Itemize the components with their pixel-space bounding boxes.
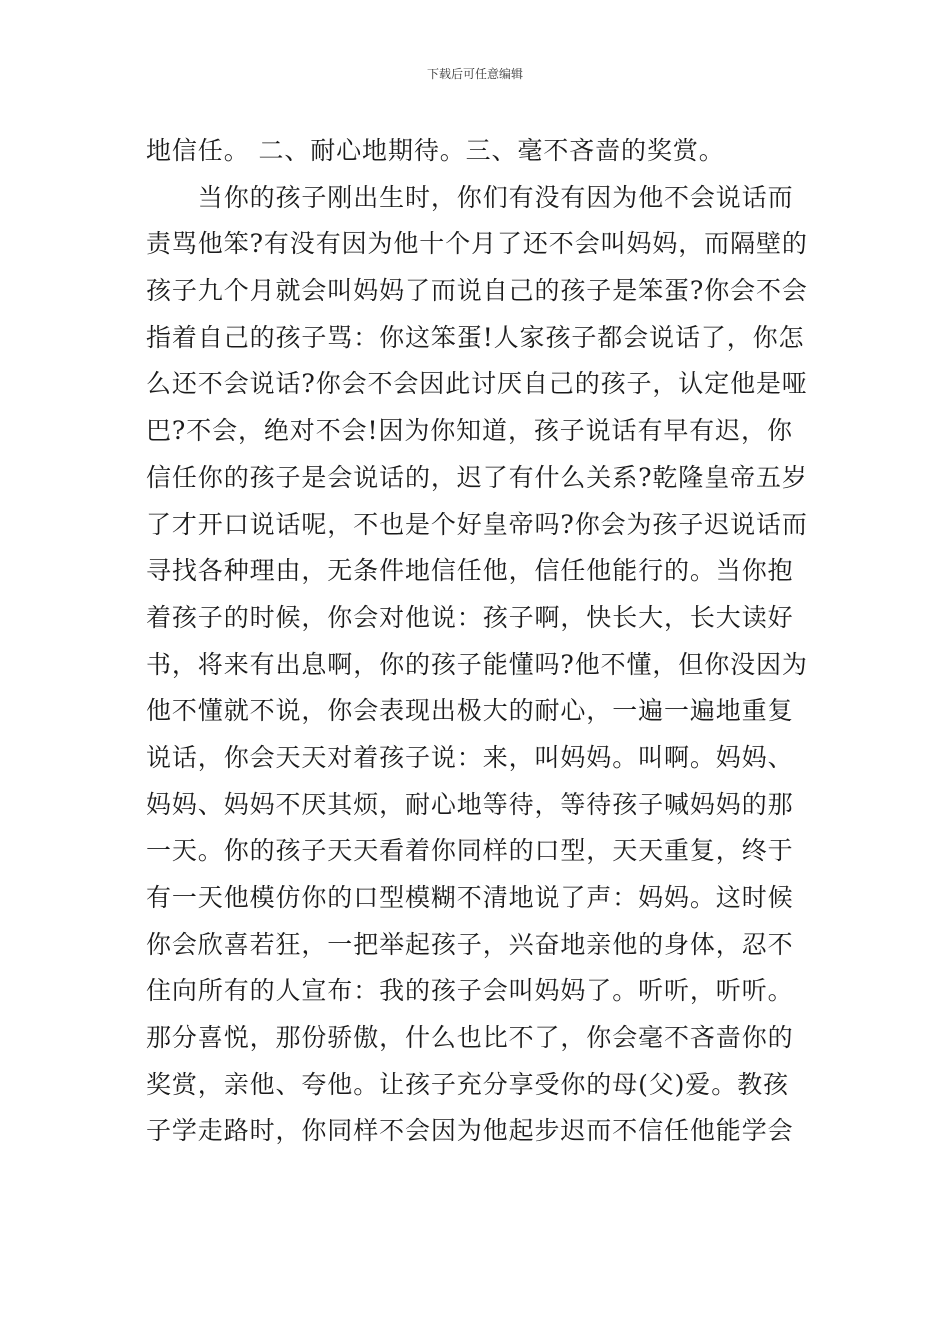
text-line: 巴?不会，绝对不会!因为你知道，孩子说话有早有迟，你 (146, 416, 793, 446)
text-line: 地信任。 二、耐心地期待。三、毫不吝啬的奖赏。 (146, 136, 725, 165)
text-line: 住向所有的人宣布：我的孩子会叫妈妈了。听听，听听。 (146, 976, 794, 1006)
text-line: 着孩子的时候，你会对他说：孩子啊，快长大，长大读好 (146, 602, 794, 632)
text-line: 他不懂就不说，你会表现出极大的耐心，一遍一遍地重复 (146, 696, 794, 726)
text-line: 指着自己的孩子骂：你这笨蛋!人家孩子都会说话了，你怎 (146, 322, 805, 352)
text-line: 当你的孩子刚出生时，你们有没有因为他不会说话而 (146, 182, 794, 212)
text-line: 了才开口说话呢，不也是个好皇帝吗?你会为孩子迟说话而 (146, 509, 808, 539)
text-line: 奖赏，亲他、夸他。让孩子充分享受你的母(父)爱。教孩 (146, 1069, 789, 1099)
text-line: 妈妈、妈妈不厌其烦，耐心地等待，等待孩子喊妈妈的那 (146, 789, 794, 819)
document-body (146, 128, 806, 1155)
text-line: 寻找各种理由，无条件地信任他，信任他能行的。当你抱 (146, 556, 794, 586)
text-line: 子学走路时，你同样不会因为他起步迟而不信任他能学会 (146, 1116, 794, 1146)
text-line: 孩子九个月就会叫妈妈了而说自己的孩子是笨蛋?你会不会 (146, 276, 808, 306)
text-line: 那分喜悦，那份骄傲，什么也比不了，你会毫不吝啬你的 (146, 1023, 794, 1053)
text-line: 一天。你的孩子天天看着你同样的口型，天天重复，终于 (146, 836, 794, 866)
text-line: 责骂他笨?有没有因为他十个月了还不会叫妈妈，而隔壁的 (146, 229, 808, 259)
text-line: 说话，你会天天对着孩子说：来，叫妈妈。叫啊。妈妈、 (146, 742, 794, 772)
text-line: 有一天他模仿你的口型模糊不清地说了声：妈妈。这时候 (146, 883, 794, 912)
text-line: 信任你的孩子是会说话的，迟了有什么关系?乾隆皇帝五岁 (146, 462, 808, 492)
text-line: 书，将来有出息啊，你的孩子能懂吗?他不懂，但你没因为 (146, 649, 808, 679)
text-line: 么还不会说话?你会不会因此讨厌自己的孩子，认定他是哑 (146, 369, 808, 399)
page-header: 下载后可任意编辑 (426, 67, 523, 81)
text-line: 你会欣喜若狂，一把举起孩子，兴奋地亲他的身体，忍不 (146, 929, 794, 959)
